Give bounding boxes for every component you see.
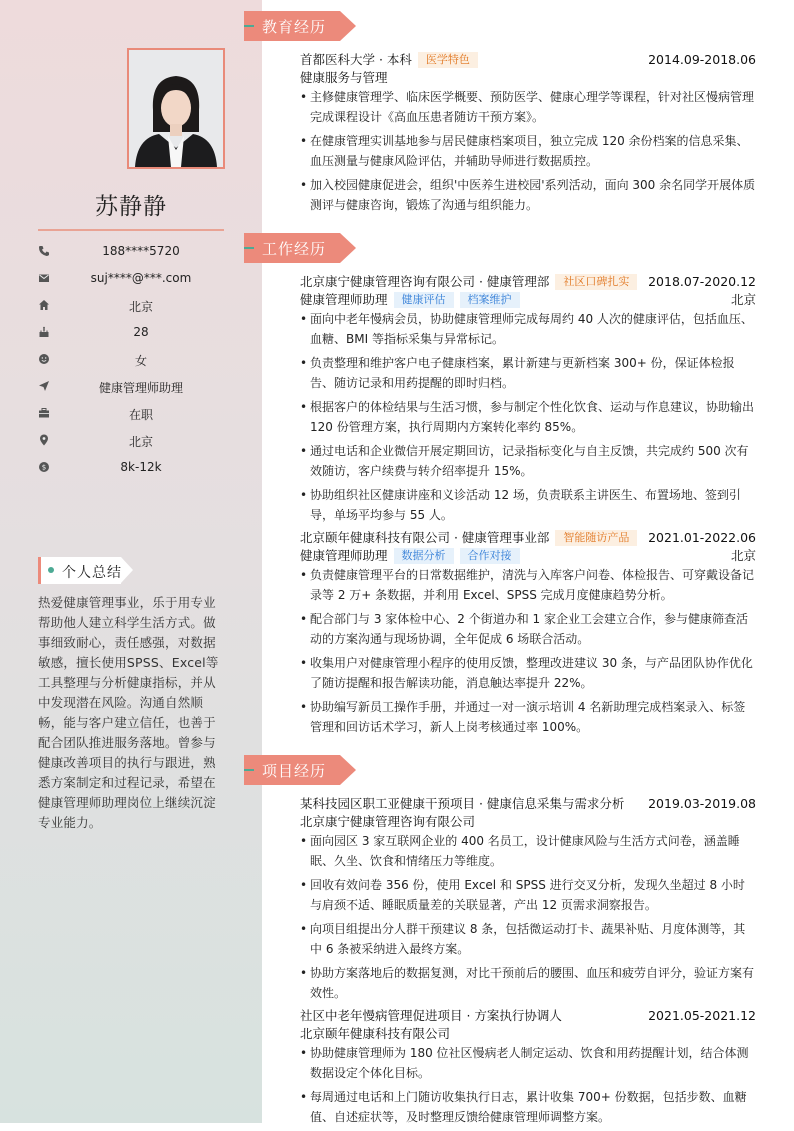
info-gender: 女	[38, 350, 224, 370]
education-date: 2014.09-2018.06	[648, 52, 756, 67]
project-name: 社区中老年慢病管理促进项目 · 方案执行协调人	[300, 1008, 562, 1023]
info-salary: $ 8k-12k	[38, 458, 224, 478]
profile-photo	[127, 48, 225, 169]
school-badge: 医学特色	[418, 52, 478, 68]
list-item: • 协助方案落地后的数据复测，对比干预前后的腰围、血压和疲劳自评分，验证方案有效性。	[300, 963, 756, 1003]
home-icon	[38, 299, 50, 311]
job-header	[300, 273, 756, 291]
project-bullets	[300, 831, 756, 1007]
list-item: • 加入校园健康促进会，组织'中医养生进校园'系列活动，面向 300 余名同学开展体质测评与健康咨询，锻炼了沟通与组织能力。	[300, 175, 756, 215]
project-name: 某科技园区职工亚健康干预项目 · 健康信息采集与需求分析	[300, 796, 625, 811]
company-badge: 社区口碑扎实	[555, 274, 637, 290]
candidate-name: 苏静静	[38, 188, 224, 231]
section-heading-education: 教育经历	[244, 11, 358, 41]
project-bullets	[300, 1043, 756, 1131]
education-bullets	[300, 87, 756, 219]
section-heading-work: 工作经历	[244, 233, 358, 263]
summary-text: 热爱健康管理事业，乐于用专业帮助他人建立科学生活方式。做事细致耐心，责任感强，对数据敏感，擅长使用SPSS、Excel等工具整理与分析健康指标，并从中发现潜在风险。沟通自然顺畅，能与客户建立信任，也善于配合团队推进服务落地。曾参与健康改善项目的执行与跟进，熟悉方案制定和过程记录，希望在健康管理师助理岗位上继续沉淀专业能力。	[38, 595, 219, 830]
project-org: 北京康宁健康管理咨询有限公司	[300, 814, 476, 829]
bullet-dot-icon	[48, 567, 54, 573]
mail-icon	[38, 272, 50, 284]
list-item: • 根据客户的体检结果与生活习惯，参与制定个性化饮食、运动与作息建议，协助输出 120 份管理方案，执行周期内方案转化率约 85%。	[300, 397, 756, 437]
list-item: • 收集用户对健康管理小程序的使用反馈，整理改进建议 30 条，与产品团队协作优化了随访提醒和报告解读功能，消息触达率提升 22%。	[300, 653, 756, 693]
list-item: • 通过电话和企业微信开展定期回访，记录指标变化与自主反馈，共完成约 500 次有效随访，客户续费与转介绍率提升 15%。	[300, 441, 756, 481]
role-tag: 数据分析	[394, 548, 454, 564]
project-date: 2019.03-2019.08	[648, 796, 756, 811]
summary-heading: 个人总结	[38, 557, 133, 584]
company-name: 北京颐年健康科技有限公司 · 健康管理事业部	[300, 530, 550, 545]
list-item: • 协助编写新员工操作手册，并通过一对一演示培训 4 名新助理完成档案录入、标签管理和回访话术学习，新人上岗考核通过率 100%。	[300, 697, 756, 737]
list-item: • 协助健康管理师为 180 位社区慢病老人制定运动、饮食和用药提醒计划，结合体测数据设定个体化目标。	[300, 1043, 756, 1083]
education-major: 健康服务与管理	[300, 70, 388, 85]
info-city: 北京	[38, 296, 224, 316]
smiley-icon	[38, 353, 50, 365]
project-header	[300, 795, 756, 813]
project-header	[300, 1007, 756, 1025]
briefcase-icon	[38, 407, 50, 419]
job-city: 北京	[730, 548, 756, 563]
cake-icon	[38, 326, 50, 338]
job-date: 2018.07-2020.12	[648, 274, 756, 289]
list-item: • 在健康管理实训基地参与居民健康档案项目，独立完成 120 余份档案的信息采集、血压测量与健康风险评估，并辅助导师进行数据质控。	[300, 131, 756, 171]
info-target-city: 北京	[38, 431, 224, 451]
info-age: 28	[38, 323, 224, 343]
job-date: 2021.01-2022.06	[648, 530, 756, 545]
project-date: 2021.05-2021.12	[648, 1008, 756, 1023]
list-item: • 每周通过电话和上门随访收集执行日志，累计收集 700+ 份数据，包括步数、血糖值、自述症状等，及时整理反馈给健康管理师调整方案。	[300, 1087, 756, 1127]
section-heading-projects: 项目经历	[244, 755, 358, 785]
list-item: • 回收有效问卷 356 份，使用 Excel 和 SPSS 进行交叉分析，发现久坐超过 8 小时与肩颈不适、睡眠质量差的关联显著，产出 12 页需求洞察报告。	[300, 875, 756, 915]
list-item: • 向项目组提出分人群干预建议 8 条，包括微运动打卡、蔬果补贴、月度体测等，其中 6 条被采纳进入最终方案。	[300, 919, 756, 959]
job-city: 北京	[730, 292, 756, 307]
list-item: • 负责健康管理平台的日常数据维护，清洗与入库客户问卷、体检报告、可穿戴设备记录等 2 万+ 条数据，并利用 Excel、SPSS 完成月度健康趋势分析。	[300, 565, 756, 605]
info-email: suj****@***.com	[38, 269, 224, 289]
phone-icon	[38, 245, 50, 257]
education-header	[300, 51, 756, 69]
list-item: • 负责整理和维护客户电子健康档案，累计新建与更新档案 300+ 份，保证体检报告、随访记录和用药提醒的即时归档。	[300, 353, 756, 393]
send-icon	[38, 380, 50, 392]
company-badge: 智能随访产品	[555, 530, 637, 546]
job-bullets	[300, 309, 756, 529]
role-tag: 档案维护	[460, 292, 520, 308]
info-phone: 188****5720	[38, 242, 224, 262]
role-tag: 健康评估	[394, 292, 454, 308]
company-name: 北京康宁健康管理咨询有限公司 · 健康管理部	[300, 274, 550, 289]
svg-text:$: $	[41, 463, 47, 472]
role-tag: 合作对接	[460, 548, 520, 564]
job-bullets	[300, 565, 756, 741]
job-role	[300, 547, 756, 565]
list-item: • 主修健康管理学、临床医学概要、预防医学、健康心理学等课程，针对社区慢病管理完成课程设计《高血压患者随访干预方案》。	[300, 87, 756, 127]
role-title: 健康管理师助理	[300, 292, 388, 307]
list-item: • 面向中老年慢病会员，协助健康管理师完成每周约 40 人次的健康评估，包括血压、血糖、BMI 等指标采集与异常标记。	[300, 309, 756, 349]
portrait-image	[129, 50, 223, 167]
role-title: 健康管理师助理	[300, 548, 388, 563]
location-pin-icon	[38, 434, 50, 446]
job-header	[300, 529, 756, 547]
school-name: 首都医科大学 · 本科	[300, 52, 412, 67]
list-item: • 配合部门与 3 家体检中心、2 个街道办和 1 家企业工会建立合作，参与健康筛查活动的方案沟通与现场协调，全年促成 6 场联合活动。	[300, 609, 756, 649]
info-position: 健康管理师助理	[38, 377, 224, 397]
list-item: • 协助组织社区健康讲座和义诊活动 12 场，负责联系主讲医生、布置场地、签到引导，单场平均参与 55 人。	[300, 485, 756, 525]
info-status: 在职	[38, 404, 224, 424]
list-item: • 面向园区 3 家互联网企业的 400 名员工，设计健康风险与生活方式问卷，涵盖睡眠、久坐、饮食和情绪压力等维度。	[300, 831, 756, 871]
project-org: 北京颐年健康科技有限公司	[300, 1026, 451, 1041]
money-icon	[38, 461, 50, 473]
job-role	[300, 291, 756, 309]
